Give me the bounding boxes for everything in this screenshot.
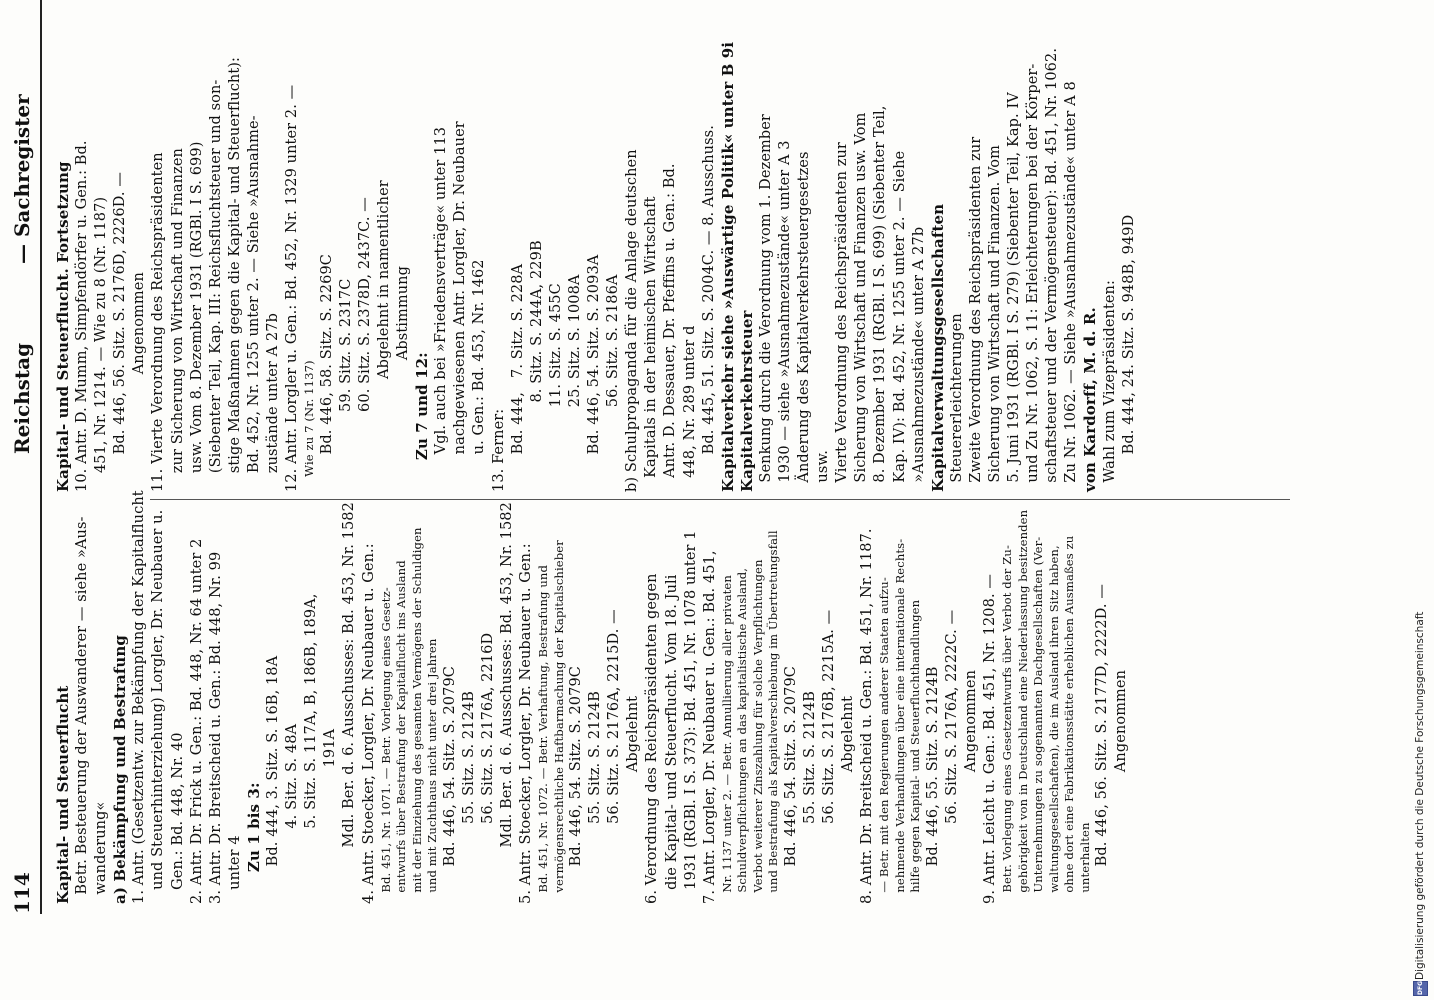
right-column-line: u. Gen.: Bd. 453, Nr. 1462 <box>471 259 488 492</box>
right-column-line: 59. Sitz. S. 2317C <box>337 278 354 492</box>
left-column-line: 4. Antr. Stoecker, Lorgler, Dr. Neubauer u. Gen.: <box>360 543 377 904</box>
left-column-line: Schuldverpflichtungen an das kapitalistische Ausland, <box>735 567 750 904</box>
left-column-line: 1. Antr. (Gesetzentw. zur Bekämpfung der Kapitalflucht <box>131 490 148 904</box>
left-column <box>54 490 1131 904</box>
left-column-line: Betr. Vorlegung eines Gesetzentwurfs über Verbot der Zu- <box>1000 545 1015 904</box>
left-column-line: 5. Antr. Stoecker, Lorgler, Dr. Neubauer u. Gen.: <box>517 543 534 904</box>
header-rule <box>40 0 42 914</box>
right-column-line: Bd. 445, 51. Sitz. S. 2004C. — 8. Ausschuss. <box>700 125 717 492</box>
left-column-line: ohne dort eine Fabrikationsstätte erheblichen Ausmaßes zu <box>1062 535 1077 904</box>
left-column-line: 1931 (RGBl. I S. 373): Bd. 451, Nr. 1078 unter 1 <box>682 530 699 904</box>
right-column-line: Sicherung von Wirtschaft und Finanzen usw. Vom <box>853 112 870 492</box>
left-column-line: und Steuerhinterziehung) Lorgler, Dr. Neubauer u. <box>150 509 167 904</box>
left-column-line: Mdl. Ber. d. 6. Ausschusses: Bd. 453, Nr. 1582 <box>498 502 515 904</box>
left-column-line: Bd. 444, 3. Sitz. S. 16B, 18A <box>265 655 282 904</box>
right-column-line: 11. Vierte Verordnung des Reichspräsidenten <box>150 152 167 492</box>
right-column-line: Zu Nr. 1062. — Siehe »Ausnahmezustände« unter A 8 <box>1063 81 1080 492</box>
right-column-line: 8. Sitz. S. 244A, 229B <box>528 240 545 492</box>
right-column-line: Vierte Verordnung des Reichspräsidenten zur <box>834 142 851 492</box>
left-column-line: Bd. 446, 54. Sitz. S. 2079C <box>782 666 799 904</box>
right-column-line: Änderung des Kapitalverkehrsteuergesetzes <box>796 151 813 492</box>
left-column-line: vermögensrechtliche Haftbarmachung der Kapitalschieber <box>551 540 566 904</box>
right-column-line: Senkung durch die Verordnung vom 1. Dezember <box>757 114 774 492</box>
right-column-line: 60. Sitz. S. 2378D, 2437C. — <box>356 197 373 492</box>
left-column-line: und Bestrafung als Kapitalverschiebung im Übertretungsfall <box>766 530 781 904</box>
left-column-line: Nr. 1137 unter 2. — Betr. Annullierung aller privaten <box>719 575 734 904</box>
left-column-line: hilfe gegen Kapital- und Steuerfluchthandlungen <box>908 599 923 904</box>
right-column-line: b) Schulpropaganda für die Anlage deutschen <box>624 149 641 492</box>
right-column-line: nachgewiesenen Antr. Lorgler, Dr. Neubauer <box>452 121 469 492</box>
right-column-line: Bd. 446, 58. Sitz. S. 2269C <box>318 254 335 492</box>
right-column-line: Kapitalverkehrsteuer <box>737 310 756 492</box>
right-column-line: Antr. D. Dessauer, Dr. Pfeffins u. Gen.: Bd. <box>662 163 679 492</box>
right-column-line: »Ausnahmezustände« unter A 27b <box>910 226 927 492</box>
right-column-line: 10. Antr. D. Mumm, Simpfendörfer u. Gen.: Bd. <box>74 140 91 492</box>
right-column-line: zur Sicherung von Wirtschaft und Finanzen <box>169 148 186 492</box>
left-column-line: entwurfs über Bestrafung der Kapitalflucht ins Ausland <box>394 560 409 904</box>
left-column-line: waltungsgesellschaften), die im Ausland ihren Sitz haben, <box>1046 545 1061 904</box>
left-column-line: Abgelehnt <box>625 695 642 904</box>
right-column-line: Zu 7 und 12: <box>413 352 432 492</box>
right-column-line: 451, Nr. 1214. — Wie zu 8 (Nr. 1187) <box>93 196 110 492</box>
left-column-line: 9. Antr. Leicht u. Gen.: Bd. 451, Nr. 1208. — <box>982 574 999 904</box>
right-column-line: 12. Antr. Lorgler u. Gen.: Bd. 452, Nr. 1329 unter 2. — <box>284 84 301 492</box>
left-column-line: gehörigkeit von in Deutschland eine Niederlassung besitzenden <box>1015 509 1030 904</box>
left-column-line: unterhalten <box>1077 822 1092 904</box>
right-column-line: 5. Juni 1931 (RGBl. I S. 279) (Siebenter Teil, Kap. IV <box>1006 92 1023 492</box>
left-column-line: Bd. 446, 54. Sitz. S. 2079C <box>568 666 585 904</box>
left-column-line: nehmende Verhandlungen über eine internationale Rechts- <box>892 538 907 904</box>
left-column-line: mit der Einziehung des gesamten Vermögens der Schuldigen <box>409 527 424 904</box>
right-column-line: 1930 — siehe »Ausnahmezustände« unter A 3 <box>776 140 793 492</box>
right-column-line: Vgl. auch bei »Friedensverträge« unter 113 <box>433 126 450 492</box>
right-column-line: Kapitalverkehr siehe »Auswärtige Politik« unter B 9i <box>718 41 737 492</box>
right-column-line: zustände unter A 27b <box>265 313 282 492</box>
right-column-line: stige Maßnahmen gegen die Kapital- und Steuerflucht): <box>226 56 243 492</box>
header-title: Reichstag <box>10 342 34 454</box>
right-column-line: Sicherung von Wirtschaft und Finanzen. Vom <box>987 145 1003 492</box>
right-column-line: usw. Vom 8. Dezember 1931 (RGBl. I S. 699) <box>188 141 205 492</box>
left-column-line: Bd. 451, Nr. 1072. — Betr. Verhaftung, Bestrafung und <box>536 565 551 904</box>
right-column-line: 25. Sitz. S. 1008A <box>566 274 583 492</box>
left-column-line: die Kapital- und Steuerflucht. Vom 18. Juli <box>663 574 680 904</box>
left-column-line: Verbot weiterer Zinszahlung für solche Verpflichtungen <box>750 559 765 904</box>
right-column-line: von Kardorff, M. d. R. <box>1081 307 1100 492</box>
left-column-line: Bd. 451, Nr. 1071. — Betr. Vorlegung eines Gesetz- <box>378 587 393 904</box>
right-column-line: Bd. 444, 24. Sitz. S. 948B, 949D <box>1120 214 1137 492</box>
left-column-line: 55. Sitz. S. 2124B <box>801 691 818 904</box>
running-header <box>10 0 40 914</box>
left-column-line: Abgelehnt <box>840 695 857 904</box>
left-column-line: Unternehmungen zu sogenannten Dachgesellschaften (Ver- <box>1031 536 1046 904</box>
right-column-line: Abgelehnt in namentlicher <box>376 180 392 492</box>
right-column-line: 56. Sitz. S. 2186A <box>605 274 622 492</box>
left-column-line: Angenommen <box>1113 669 1130 904</box>
right-column-line: usw. <box>815 450 832 492</box>
left-column-line: 56. Sitz. S. 2176B, 2215A. — <box>821 609 837 904</box>
left-column-line: Mdl. Ber. d. 6. Ausschusses: Bd. 453, Nr. 1582 <box>341 502 358 904</box>
right-column-line: Abstimmung <box>395 266 412 492</box>
left-column-line: 5. Sitz. S. 117A, B, 186B, 189A, <box>303 593 320 904</box>
right-column-line: (Siebenter Teil, Kap. III: Reichsfluchtsteuer und son- <box>207 79 224 492</box>
right-column-line: 13. Ferner: <box>490 408 507 492</box>
left-column-line: Betr. Besteuerung der Auswanderer — siehe »Aus- <box>74 516 91 904</box>
right-column-line: Bd. 452, Nr. 1255 unter 2. — Siehe »Ausnahme- <box>245 115 262 492</box>
right-column-line: Kapitalverwaltungsgesellschaften <box>928 203 947 492</box>
left-column-line: Angenommen <box>962 669 979 904</box>
left-column-line: 8. Antr. Dr. Breitscheid u. Gen.: Bd. 451, Nr. 1187. <box>859 528 876 904</box>
page-number: 114 <box>10 872 34 914</box>
right-column-line: und Zu Nr. 1062, S. 11: Erleichterungen bei der Körper- <box>1025 63 1042 492</box>
left-column-line: 6. Verordnung des Reichspräsidenten gegen <box>644 573 661 904</box>
left-column-line: 191A <box>322 728 339 904</box>
left-column-line: und mit Zuchthaus nicht unter drei Jahren <box>425 638 440 904</box>
right-column-line: Bd. 446, 56. Sitz. S. 2176D, 2226D. — <box>112 172 129 492</box>
right-column-line: Kapitals in der heimischen Wirtschaft <box>643 196 660 492</box>
left-column-line: Gen.: Bd. 448, Nr. 40 <box>169 732 186 904</box>
dfg-logo: DFG <box>1413 981 1428 996</box>
left-column-line: Bd. 446, 55. Sitz. S. 2124B <box>924 666 941 904</box>
digitization-credit: Digitalisierung gefördert durch die Deutsche Forschungsgemeinschaft <box>1414 611 1426 980</box>
right-column-line: Steuererleichterungen <box>948 313 965 492</box>
left-column-line: Zu 1 bis 3: <box>244 782 263 904</box>
left-column-line: 56. Sitz. S. 2176A, 2215D. — <box>606 609 623 904</box>
right-column-line: Zweite Verordnung des Reichspräsidenten zur <box>967 136 984 492</box>
right-column-line: Bd. 446, 54. Sitz. S. 2093A <box>586 254 603 492</box>
column-divider <box>150 499 1290 500</box>
left-column-line: Kapital- und Steuerflucht <box>54 685 72 904</box>
right-column-line: 11. Sitz. S. 455C <box>547 283 564 492</box>
left-column-line: 7. Antr. Lorgler, Dr. Neubauer u. Gen.: Bd. 451, <box>701 550 718 904</box>
left-column-line: Bd. 446, 54. Sitz. S. 2079C <box>441 666 458 904</box>
left-column-line: 3. Antr. Dr. Breitscheid u. Gen.: Bd. 448, Nr. 99 <box>207 551 224 904</box>
right-column-line: Angenommen <box>131 272 148 492</box>
right-column-line: Wahl zum Vizepräsidenten: <box>1101 280 1118 492</box>
left-column-line: — Betr. mit den Regierungen anderer Staaten aufzu- <box>877 577 892 904</box>
right-column-line: Kap. IV): Bd. 452, Nr. 1255 unter 2. — Siehe <box>891 150 908 492</box>
left-column-line: 56. Sitz. S. 2176A, 2216D <box>479 632 496 904</box>
left-column-line: 55. Sitz. S. 2124B <box>587 691 604 904</box>
right-column-line: 448, Nr. 289 unter d <box>681 325 698 492</box>
right-column-line: Kapital- und Steuerflucht. Fortsetzung <box>54 161 72 492</box>
header-section: — Sachregister <box>10 94 34 264</box>
left-column-line: a) Bekämpfung und Bestrafung <box>111 635 130 904</box>
left-column-line: Bd. 446, 56. Sitz. S. 2177D, 2222D. — <box>1094 584 1111 904</box>
left-column-line: 2. Antr. Dr. Frick u. Gen.: Bd. 448, Nr. 64 unter 2 <box>188 538 205 904</box>
right-column-line: 8. Dezember 1931 (RGBl. I S. 699) (Siebenter Teil, <box>872 105 889 492</box>
left-column-line: 4. Sitz. S. 48A <box>284 723 301 904</box>
left-column-line: wanderung« <box>93 801 110 904</box>
left-column-line: unter 4 <box>226 835 243 904</box>
right-column-line: schaftsteuer und der Vermögensteuer): Bd. 451, Nr. 1062. <box>1044 47 1061 492</box>
right-column-line: Wie zu 7 (Nr. 1137) <box>302 360 317 492</box>
right-column <box>54 6 1139 492</box>
right-column-line: Bd. 444, 7. Sitz. S. 228A <box>509 263 526 492</box>
left-column-line: 55. Sitz. S. 2124B <box>460 691 477 904</box>
left-column-line: 56. Sitz. S. 2176A, 2222C. — <box>943 609 960 904</box>
